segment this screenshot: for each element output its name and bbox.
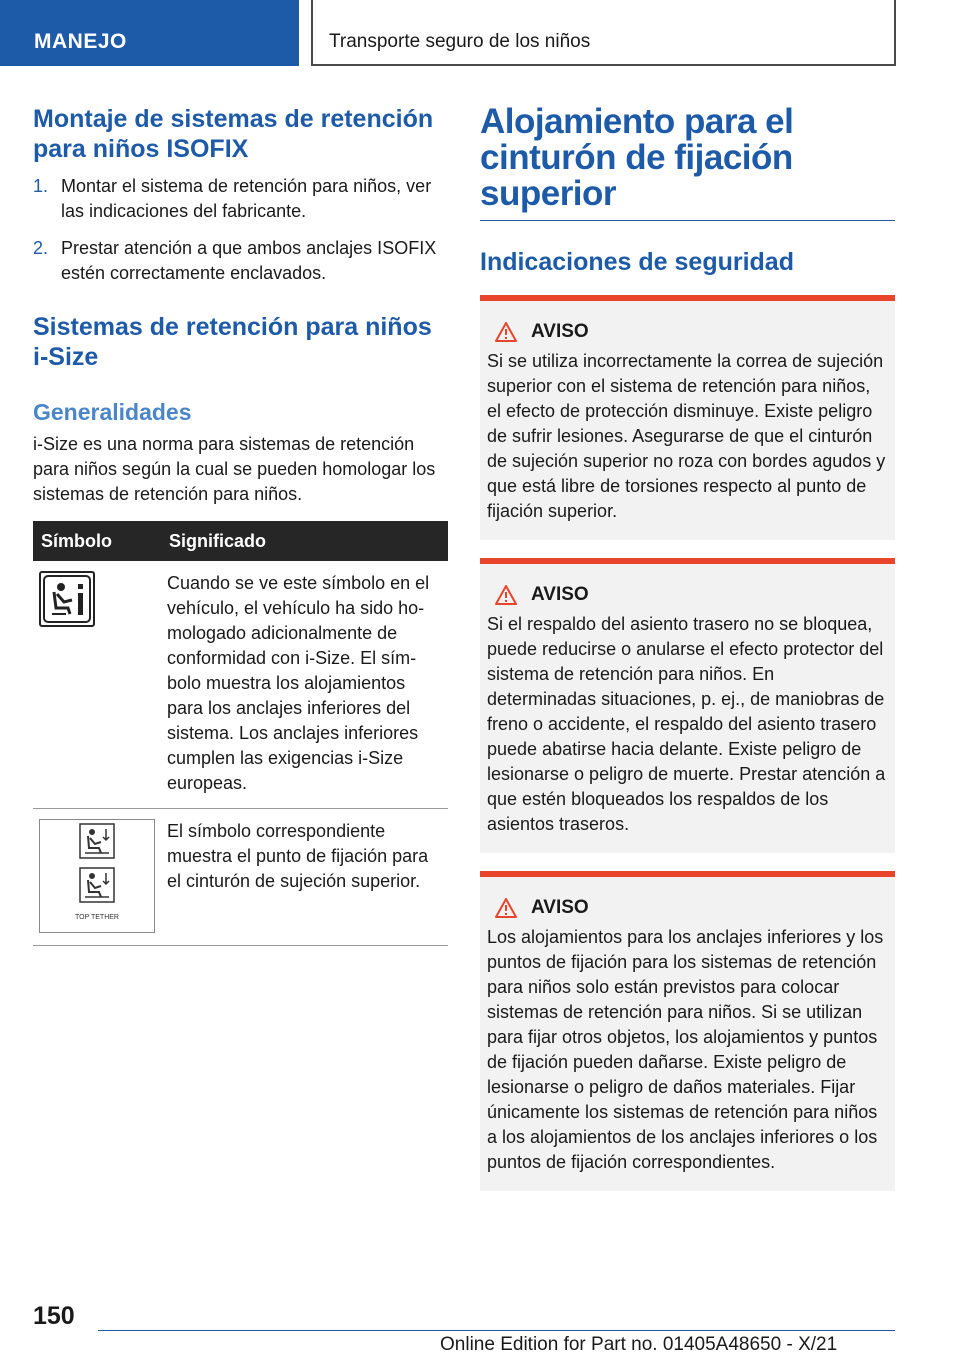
page-number: 150: [33, 1302, 75, 1330]
step-number: 2.: [33, 238, 49, 258]
warning-triangle-icon: [495, 585, 517, 605]
step-number: 1.: [33, 176, 49, 196]
warning-text: Si el respaldo del asiento trasero no se bloquea, puede reducirse o anularse el efecto protector del sistema de retención para niños. En determinadas situaciones, p. ej., de maniobras de freno o accidente, el respaldo del asiento trasero puede abatirse hacia delante. Existe peligro de lesionarse o peligro de muerte. Prestar atención a que estén bloqueados los respaldos de los asientos traseros.: [487, 614, 886, 834]
warning-label: AVISO: [531, 897, 589, 918]
right-column: [480, 104, 895, 1191]
warning-triangle-icon: [495, 322, 517, 342]
isize-title: Sistemas de retención para niños i-Size: [33, 313, 432, 371]
table-header-meaning: Significado: [161, 521, 448, 561]
footer-divider: [98, 1330, 895, 1331]
title-divider: [480, 220, 895, 221]
section-label: MANEJO: [34, 30, 127, 53]
warning-label: AVISO: [531, 584, 589, 605]
table-row: [33, 809, 448, 946]
top-tether-title: Alojamiento para el cinturón de fijación superior: [480, 102, 794, 213]
safety-subtitle: Indicaciones de seguridad: [480, 248, 794, 276]
table-cell-meaning: Cuando se ve este símbolo en el vehículo, el vehículo ha sido homologado adicionalmente de conformidad con i-Size. El símbolo muestra los alojamientos para los anclajes inferiores del sistema. Los anclajes inferiores cumplen las exigencias i-Size europeas.: [161, 561, 448, 809]
warning-box: [480, 295, 895, 540]
top-tether-icon: [39, 819, 155, 933]
isofix-title: Montaje de sistemas de retención para niños ISOFIX: [33, 105, 434, 163]
general-title: Generalidades: [33, 399, 192, 425]
chapter-bar: [311, 0, 896, 66]
section-tab: [0, 0, 299, 66]
general-text: i-Size es una norma para sistemas de retención para niños según la cual se pueden homologar los sistemas de retención para niños.: [33, 434, 436, 504]
top-tether-label: TOP TETHER: [75, 913, 119, 921]
isofix-steps: [33, 174, 448, 286]
tether-anchor-icon: [79, 867, 115, 903]
table-cell-meaning: El símbolo correspondiente muestra el punto de fijación para el cinturón de sujeción superior.: [161, 809, 448, 946]
warning-box: [480, 558, 895, 853]
warning-text: Los alojamientos para los anclajes inferiores y los puntos de fijación para los sistemas de retención para niños solo están previstos para colocar sistemas de retención para niños. Si se utilizan para fijar otros objetos, los alojamientos y puntos de fijación pueden dañarse. Existe peligro de lesionarse o peligro de daños materiales. Fijar únicamente los sistemas de retención para niños a los alojamientos de los anclajes inferiores o los puntos de fijación correspondientes.: [487, 927, 884, 1172]
warning-triangle-icon: [495, 898, 517, 918]
warning-box: [480, 871, 895, 1191]
left-column: [33, 104, 448, 946]
isize-child-seat-icon: [39, 571, 95, 627]
symbol-table: [33, 521, 448, 946]
table-row: [33, 561, 448, 809]
tether-anchor-icon: [79, 823, 115, 859]
edition-link[interactable]: Online Edition for Part no. 01405A48650 - X/21: [440, 1334, 838, 1355]
step-text: Prestar atención a que ambos anclajes ISOFIX estén correctamente enclavados.: [61, 238, 437, 283]
step-item: [33, 236, 448, 286]
step-text: Montar el sistema de retención para niños, ver las indicaciones del fabricante.: [61, 176, 432, 221]
table-header-symbol: Símbolo: [33, 521, 161, 561]
warning-label: AVISO: [531, 321, 589, 342]
warning-text: Si se utiliza incorrectamente la correa de sujeción superior con el sistema de retención para niños, el efecto de protección disminuye. Existe peligro de sufrir lesiones. Asegurarse de que el cinturón de sujeción superior no roza con bordes agudos y que está libre de torsiones respecto al punto de fijación superior.: [487, 351, 886, 521]
table-header-row: [33, 521, 448, 561]
step-item: [33, 174, 448, 224]
chapter-label: Transporte seguro de los niños: [329, 31, 591, 52]
